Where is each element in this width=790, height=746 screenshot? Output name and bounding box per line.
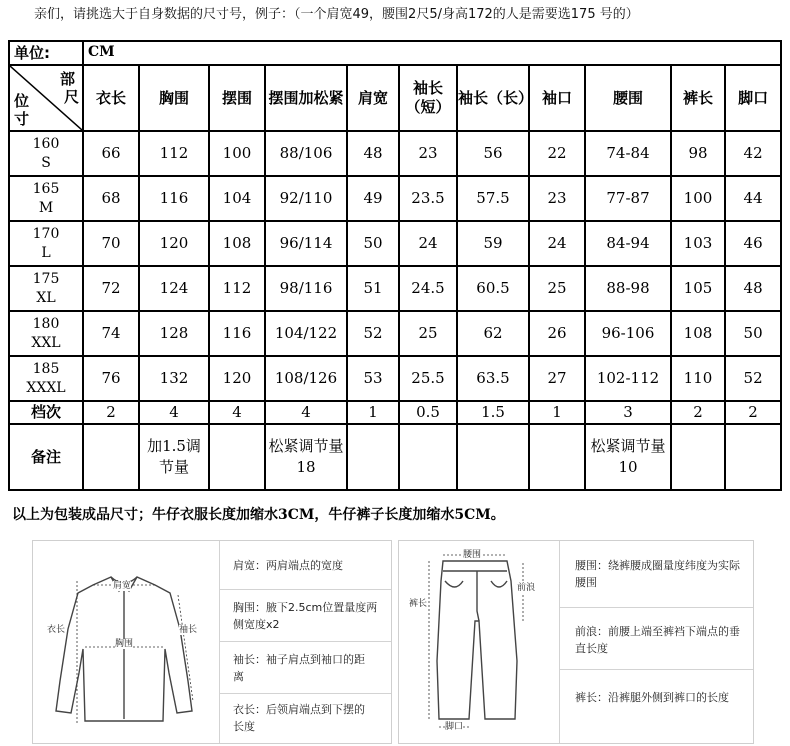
grade-label: 档次 — [9, 401, 83, 424]
corner-header-cell — [9, 65, 83, 131]
measurement-cell: 120 — [139, 221, 209, 266]
grade-cell: 4 — [139, 401, 209, 424]
measurement-cell: 49 — [347, 176, 399, 221]
size-code: XXL — [31, 334, 61, 351]
measurement-cell: 25.5 — [399, 356, 457, 401]
measurement-cell: 88-98 — [585, 266, 671, 311]
measurement-cell: 57.5 — [457, 176, 529, 221]
measurement-cell: 24 — [399, 221, 457, 266]
size-row — [9, 221, 781, 266]
unit-row — [9, 41, 781, 65]
measurement-cell: 74 — [83, 311, 139, 356]
header-cell: 胸围 — [139, 65, 209, 131]
measurement-cell: 92/110 — [265, 176, 347, 221]
header-cell: 裤长 — [671, 65, 725, 131]
grade-row — [9, 401, 781, 424]
divider — [559, 541, 560, 743]
measurement-cell: 48 — [347, 131, 399, 176]
measurement-cell: 59 — [457, 221, 529, 266]
grade-cell: 1 — [347, 401, 399, 424]
measurement-cell: 46 — [725, 221, 781, 266]
measurement-cell: 70 — [83, 221, 139, 266]
note-cell — [83, 424, 139, 490]
measurement-cell: 100 — [209, 131, 265, 176]
size-label-cell — [9, 131, 83, 176]
measurement-cell: 108/126 — [265, 356, 347, 401]
note-cell — [347, 424, 399, 490]
measurement-cell: 44 — [725, 176, 781, 221]
header-cell: 摆围加松紧 — [265, 65, 347, 131]
measurement-cell: 48 — [725, 266, 781, 311]
shirt-length-desc: 衣长：后领肩端点到下摆的长度 — [233, 703, 365, 733]
note-cell: 加1.5调节量 — [139, 424, 209, 490]
size-height: 165 — [32, 180, 60, 197]
corner-label-top-b: 尺 — [64, 88, 80, 106]
size-label-cell — [9, 221, 83, 266]
grade-cell: 1.5 — [457, 401, 529, 424]
note-cell — [725, 424, 781, 490]
grade-cell: 3 — [585, 401, 671, 424]
header-cell: 衣长 — [83, 65, 139, 131]
size-chart-table — [8, 40, 782, 491]
intro-text: 亲们，请挑选大于自身数据的尺寸号，例子：（一个肩宽49，腰围2尺5/身高172的人是需要选175 号的） — [34, 7, 639, 22]
header-row — [9, 65, 781, 131]
measurement-cell: 66 — [83, 131, 139, 176]
pants-waist-label: 腰围 — [463, 550, 482, 560]
measurement-cell: 124 — [139, 266, 209, 311]
header-cell: 脚口 — [725, 65, 781, 131]
measurement-cell: 23 — [399, 131, 457, 176]
measurement-cell: 24.5 — [399, 266, 457, 311]
size-row — [9, 311, 781, 356]
note-label: 备注 — [9, 424, 83, 490]
shirt-chest-desc: 胸围：腋下2.5cm位置量度两侧宽度x2 — [233, 601, 378, 631]
shirt-guide-panel — [32, 540, 392, 744]
measurement-cell: 72 — [83, 266, 139, 311]
measurement-cell: 104 — [209, 176, 265, 221]
note-cell: 松紧调节量10 — [585, 424, 671, 490]
shirt-chest-label: 胸围 — [115, 639, 134, 649]
grade-cell: 2 — [725, 401, 781, 424]
note-cell — [671, 424, 725, 490]
size-row — [9, 356, 781, 401]
measurement-cell: 96-106 — [585, 311, 671, 356]
size-row — [9, 266, 781, 311]
size-code: XL — [36, 289, 56, 306]
corner-label-left-b: 寸 — [14, 110, 30, 128]
measurement-cell: 51 — [347, 266, 399, 311]
grade-cell: 2 — [671, 401, 725, 424]
measurement-cell: 50 — [725, 311, 781, 356]
measurement-cell: 68 — [83, 176, 139, 221]
grade-cell: 4 — [265, 401, 347, 424]
measurement-cell: 23.5 — [399, 176, 457, 221]
divider — [219, 641, 391, 642]
measurement-cell: 112 — [209, 266, 265, 311]
note-cell — [209, 424, 265, 490]
pants-rise-desc: 前浪：前腰上端至裤裆下端点的垂直长度 — [575, 625, 740, 655]
divider — [219, 589, 391, 590]
measurement-cell: 98 — [671, 131, 725, 176]
measurement-cell: 88/106 — [265, 131, 347, 176]
measurement-cell: 63.5 — [457, 356, 529, 401]
measurement-cell: 60.5 — [457, 266, 529, 311]
measurement-cell: 112 — [139, 131, 209, 176]
measurement-cell: 100 — [671, 176, 725, 221]
measurement-cell: 52 — [725, 356, 781, 401]
size-row — [9, 176, 781, 221]
measurement-cell: 108 — [671, 311, 725, 356]
measurement-cell: 116 — [139, 176, 209, 221]
note-cell: 松紧调节量18 — [265, 424, 347, 490]
measurement-cell: 108 — [209, 221, 265, 266]
note-cell — [457, 424, 529, 490]
pants-guide-panel — [398, 540, 754, 744]
measurement-cell: 24 — [529, 221, 585, 266]
measurement-cell: 53 — [347, 356, 399, 401]
header-cell: 袖口 — [529, 65, 585, 131]
header-cell: 袖长（短） — [399, 65, 457, 131]
measurement-cell: 76 — [83, 356, 139, 401]
size-label-cell — [9, 311, 83, 356]
shirt-sleeve-label: 袖长 — [179, 625, 198, 635]
header-cell: 肩宽 — [347, 65, 399, 131]
shirt-sleeve-desc: 袖长：袖子肩点到袖口的距离 — [233, 653, 365, 683]
measurement-cell: 77-87 — [585, 176, 671, 221]
size-chart-body — [9, 41, 781, 490]
measurement-cell: 27 — [529, 356, 585, 401]
measurement-cell: 102-112 — [585, 356, 671, 401]
measurement-cell: 105 — [671, 266, 725, 311]
note-row — [9, 424, 781, 490]
measurement-cell: 74-84 — [585, 131, 671, 176]
size-code: M — [38, 199, 54, 216]
grade-cell: 1 — [529, 401, 585, 424]
pants-rise-label: 前浪 — [517, 583, 536, 593]
measurement-cell: 116 — [209, 311, 265, 356]
divider — [219, 541, 220, 743]
size-height: 180 — [32, 315, 60, 332]
size-height: 185 — [32, 360, 60, 377]
pants-hem-label: 脚口 — [445, 722, 464, 732]
measurement-cell: 84-94 — [585, 221, 671, 266]
measurement-cell: 120 — [209, 356, 265, 401]
size-code: L — [41, 244, 51, 261]
note-cell — [529, 424, 585, 490]
size-height: 175 — [32, 270, 60, 287]
shirt-shoulder-desc: 肩宽：两肩端点的宽度 — [233, 559, 343, 572]
divider — [559, 669, 753, 670]
size-label-cell — [9, 266, 83, 311]
pants-length-label: 裤长 — [409, 599, 428, 609]
divider — [559, 607, 753, 608]
shirt-shoulder-label: 肩宽 — [113, 581, 132, 591]
measurement-cell: 50 — [347, 221, 399, 266]
grade-cell: 2 — [83, 401, 139, 424]
pants-diagram — [399, 541, 559, 741]
size-label-cell — [9, 176, 83, 221]
measurement-cell: 104/122 — [265, 311, 347, 356]
size-label-cell — [9, 356, 83, 401]
pants-length-desc: 裤长：沿裤腿外侧到裤口的长度 — [575, 691, 729, 704]
measurement-cell: 52 — [347, 311, 399, 356]
measurement-cell: 22 — [529, 131, 585, 176]
header-cell: 袖长（长） — [457, 65, 529, 131]
size-row — [9, 131, 781, 176]
measurement-cell: 62 — [457, 311, 529, 356]
corner-label-left-a: 位 — [14, 92, 30, 110]
divider — [219, 693, 391, 694]
unit-value: CM — [83, 41, 781, 65]
pants-waist-desc: 腰围：绕裤腰成圈量度纬度为实际腰围 — [575, 559, 740, 589]
measurement-cell: 98/116 — [265, 266, 347, 311]
size-height: 170 — [32, 225, 60, 242]
grade-cell: 0.5 — [399, 401, 457, 424]
size-height: 160 — [32, 135, 60, 152]
size-code: S — [41, 154, 51, 171]
header-cell: 腰围 — [585, 65, 671, 131]
measurement-cell: 96/114 — [265, 221, 347, 266]
measurement-cell: 25 — [399, 311, 457, 356]
measurement-cell: 56 — [457, 131, 529, 176]
measurement-cell: 110 — [671, 356, 725, 401]
note-cell — [399, 424, 457, 490]
measurement-cell: 103 — [671, 221, 725, 266]
measurement-cell: 132 — [139, 356, 209, 401]
grade-cell: 4 — [209, 401, 265, 424]
corner-label-top-a: 部 — [60, 70, 76, 88]
header-cell: 摆围 — [209, 65, 265, 131]
unit-label: 单位: — [9, 41, 83, 65]
measurement-cell: 128 — [139, 311, 209, 356]
measurement-cell: 23 — [529, 176, 585, 221]
measurement-cell: 26 — [529, 311, 585, 356]
measurement-cell: 42 — [725, 131, 781, 176]
footer-note: 以上为包装成品尺寸；牛仔衣服长度加缩水3CM，牛仔裤子长度加缩水5CM。 — [12, 507, 505, 523]
measurement-cell: 25 — [529, 266, 585, 311]
size-code: XXXL — [26, 379, 66, 396]
shirt-length-label: 衣长 — [47, 625, 66, 635]
